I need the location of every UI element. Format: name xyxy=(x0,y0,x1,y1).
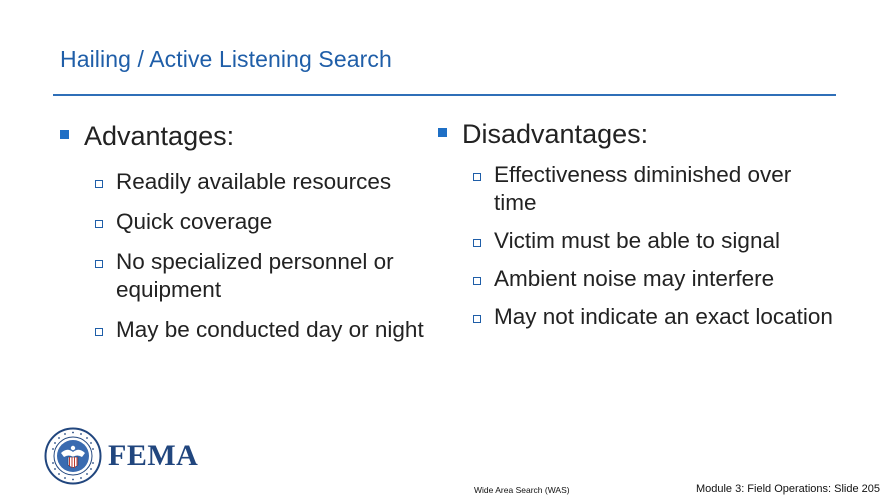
hollow-square-bullet-icon xyxy=(473,315,481,323)
list-item-text: Victim must be able to signal xyxy=(494,228,780,253)
hollow-square-bullet-icon xyxy=(95,220,103,228)
square-bullet-icon xyxy=(438,128,447,137)
list-item-text: Ambient noise may interfere xyxy=(494,266,775,291)
list-item xyxy=(95,168,430,196)
hollow-square-bullet-icon xyxy=(473,239,481,247)
footer-slide-number: Module 3: Field Operations: Slide 205 xyxy=(695,483,880,495)
fema-wordmark: FEMA xyxy=(108,439,199,472)
list-item xyxy=(473,161,838,217)
hollow-square-bullet-icon xyxy=(473,277,481,285)
advantages-list xyxy=(95,168,430,344)
list-item xyxy=(473,303,838,331)
hollow-square-bullet-icon xyxy=(95,328,103,336)
list-item-text: May be conducted day or night xyxy=(116,317,424,342)
advantages-heading: Advantages: xyxy=(84,121,235,151)
slide-title: Hailing / Active Listening Search xyxy=(60,46,392,72)
list-item-text: May not indicate an exact location xyxy=(494,304,833,329)
list-item-text: Readily available resources xyxy=(116,169,392,194)
fema-logo xyxy=(44,427,198,485)
advantages-heading-row xyxy=(60,118,430,154)
list-item-text: Effectiveness diminished over time xyxy=(494,162,792,215)
disadvantages-heading-row xyxy=(438,116,838,152)
footer-course-name: Wide Area Search (WAS) xyxy=(474,485,570,495)
advantages-column xyxy=(60,118,430,356)
disadvantages-column xyxy=(438,116,838,341)
list-item xyxy=(95,208,430,236)
list-item-text: No specialized personnel or equipment xyxy=(116,249,394,302)
list-item xyxy=(473,227,838,255)
disadvantages-list xyxy=(473,161,838,331)
list-item xyxy=(473,265,838,293)
hollow-square-bullet-icon xyxy=(95,260,103,268)
list-item xyxy=(95,316,430,344)
square-bullet-icon xyxy=(60,130,69,139)
dhs-seal-icon xyxy=(44,427,102,485)
hollow-square-bullet-icon xyxy=(473,173,481,181)
disadvantages-heading: Disadvantages: xyxy=(462,119,649,149)
hollow-square-bullet-icon xyxy=(95,180,103,188)
list-item xyxy=(95,248,430,304)
title-divider xyxy=(53,94,836,96)
list-item-text: Quick coverage xyxy=(116,209,273,234)
